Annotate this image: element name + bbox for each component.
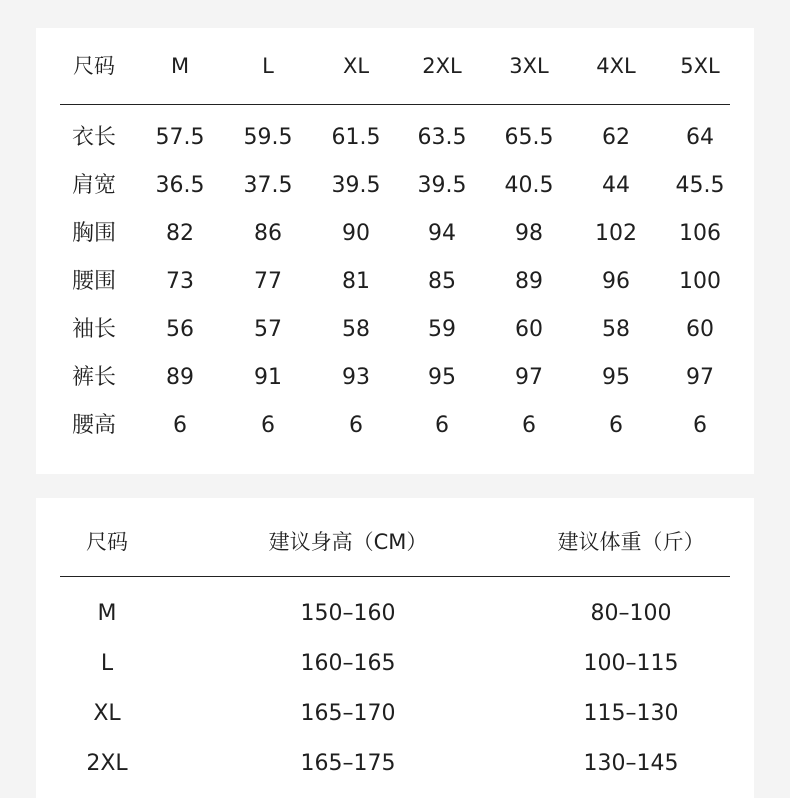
size-chart-header-row xyxy=(36,46,754,86)
table-cell: 97 xyxy=(515,365,543,390)
table-cell: 6 xyxy=(435,413,449,438)
table-cell: 39.5 xyxy=(331,173,381,198)
row-label: 腰高 xyxy=(71,413,116,438)
header-size-xl: XL xyxy=(342,54,370,78)
table-row xyxy=(36,166,754,206)
table-cell: 100–115 xyxy=(583,651,679,676)
table-row xyxy=(36,262,754,302)
table-cell: 98 xyxy=(515,221,543,246)
table-cell: 91 xyxy=(254,365,282,390)
table-cell: 130–145 xyxy=(583,751,679,776)
table-cell: 57.5 xyxy=(155,125,205,150)
size-chart-card xyxy=(36,28,754,474)
row-label: L xyxy=(100,651,114,676)
size-recommendation-card xyxy=(36,498,754,798)
table-cell: 59.5 xyxy=(243,125,293,150)
table-cell: 81 xyxy=(342,269,370,294)
table-row xyxy=(36,118,754,158)
header-size-2xl: 2XL xyxy=(422,54,462,78)
recommend-header-row xyxy=(36,522,754,562)
header-size-4xl: 4XL xyxy=(596,54,636,78)
table-cell: 45.5 xyxy=(675,173,725,198)
table-cell: 61.5 xyxy=(331,125,381,150)
table-cell: 82 xyxy=(166,221,194,246)
table-cell: 6 xyxy=(693,413,707,438)
table-cell: 60 xyxy=(515,317,543,342)
table-cell: 86 xyxy=(254,221,282,246)
row-label: 袖长 xyxy=(71,317,116,342)
table-cell: 63.5 xyxy=(417,125,467,150)
row-label: XL xyxy=(93,701,121,726)
table-row xyxy=(36,694,754,734)
row-label: 腰围 xyxy=(71,269,116,294)
table-cell: 6 xyxy=(609,413,623,438)
row-label: 裤长 xyxy=(71,365,116,390)
header-recommended-height: 建议身高（CM） xyxy=(268,530,428,554)
table-cell: 93 xyxy=(342,365,370,390)
table-cell: 115–130 xyxy=(583,701,679,726)
table-cell: 56 xyxy=(166,317,194,342)
table-cell: 59 xyxy=(428,317,456,342)
row-label: M xyxy=(97,601,117,626)
table-cell: 60 xyxy=(686,317,714,342)
table-row xyxy=(36,644,754,684)
row-label: 胸围 xyxy=(71,221,116,246)
table-cell: 6 xyxy=(261,413,275,438)
header-size-label: 尺码 xyxy=(86,530,128,554)
table-cell: 90 xyxy=(342,221,370,246)
table-row xyxy=(36,358,754,398)
table-cell: 96 xyxy=(602,269,630,294)
table-cell: 62 xyxy=(602,125,630,150)
table-cell: 85 xyxy=(428,269,456,294)
table-cell: 150–160 xyxy=(300,601,396,626)
table-row xyxy=(36,594,754,634)
table-cell: 73 xyxy=(166,269,194,294)
header-recommended-weight: 建议体重（斤） xyxy=(557,530,705,554)
recommend-divider xyxy=(60,576,730,577)
table-cell: 44 xyxy=(602,173,630,198)
table-cell: 64 xyxy=(686,125,714,150)
table-cell: 102 xyxy=(595,221,637,246)
table-cell: 165–170 xyxy=(300,701,396,726)
table-cell: 95 xyxy=(428,365,456,390)
table-cell: 94 xyxy=(428,221,456,246)
size-chart-divider xyxy=(60,104,730,105)
table-cell: 95 xyxy=(602,365,630,390)
table-cell: 6 xyxy=(349,413,363,438)
table-cell: 36.5 xyxy=(155,173,205,198)
table-row xyxy=(36,214,754,254)
table-cell: 58 xyxy=(342,317,370,342)
table-cell: 100 xyxy=(679,269,721,294)
header-size-l: L xyxy=(262,54,274,78)
row-label: 2XL xyxy=(86,751,128,776)
table-cell: 65.5 xyxy=(504,125,554,150)
table-cell: 80–100 xyxy=(590,601,672,626)
header-size-m: M xyxy=(170,54,190,78)
table-cell: 77 xyxy=(254,269,282,294)
header-size-3xl: 3XL xyxy=(509,54,549,78)
table-row xyxy=(36,406,754,446)
row-label: 衣长 xyxy=(71,125,116,150)
table-cell: 97 xyxy=(686,365,714,390)
table-cell: 58 xyxy=(602,317,630,342)
table-cell: 89 xyxy=(515,269,543,294)
table-cell: 89 xyxy=(166,365,194,390)
header-size-label: 尺码 xyxy=(73,54,115,78)
table-cell: 160–165 xyxy=(300,651,396,676)
table-cell: 40.5 xyxy=(504,173,554,198)
table-cell: 6 xyxy=(173,413,187,438)
table-cell: 57 xyxy=(254,317,282,342)
table-cell: 39.5 xyxy=(417,173,467,198)
table-cell: 6 xyxy=(522,413,536,438)
table-cell: 37.5 xyxy=(243,173,293,198)
header-size-5xl: 5XL xyxy=(680,54,720,78)
table-row xyxy=(36,310,754,350)
table-row xyxy=(36,744,754,784)
table-cell: 106 xyxy=(679,221,721,246)
table-cell: 165–175 xyxy=(300,751,396,776)
row-label: 肩宽 xyxy=(71,173,116,198)
